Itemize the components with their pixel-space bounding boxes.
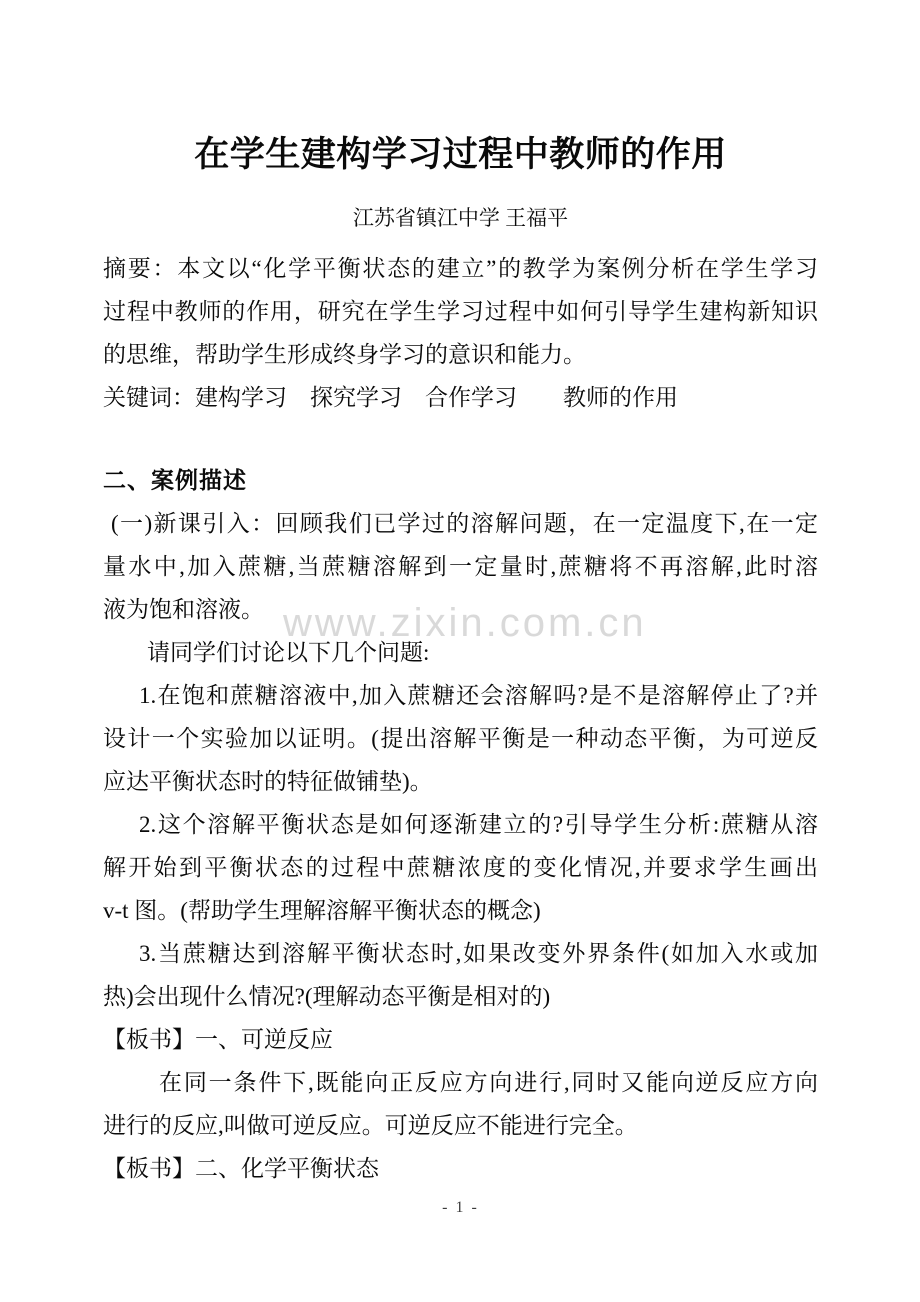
body-line: 液为饱和溶液。: [103, 597, 264, 622]
abstract-line: 摘要：本文以“化学平衡状态的建立”的教学为案例分析在学生学习: [103, 256, 818, 281]
body-line: 【板书】二、化学平衡状态: [103, 1156, 379, 1181]
body-line: 1.在饱和蔗糖溶液中,加入蔗糖还会溶解吗?是不是溶解停止了?并: [139, 683, 818, 708]
body-line: 3.当蔗糖达到溶解平衡状态时,如果改变外界条件(如加入水或加: [139, 941, 818, 966]
body-line: 设计一个实验加以证明。(提出溶解平衡是一种动态平衡，为可逆反: [103, 726, 818, 751]
body-line: 【板书】一、可逆反应: [103, 1027, 333, 1052]
body-line: 2.这个溶解平衡状态是如何逐渐建立的?引导学生分析:蔗糖从溶: [139, 812, 818, 837]
document-author: 江苏省镇江中学 王福平: [352, 206, 569, 230]
document-title: 在学生建构学习过程中教师的作用: [194, 135, 727, 174]
body-line: 请同学们讨论以下几个问题:: [147, 640, 430, 665]
watermark: www.zixin.com.cn: [283, 601, 647, 645]
body-line: 热)会出现什么情况?(理解动态平衡是相对的): [103, 984, 551, 1009]
body-line: 解开始到平衡状态的过程中蔗糖浓度的变化情况,并要求学生画出: [103, 855, 818, 880]
keywords-line: 关键词：建构学习 探究学习 合作学习 教师的作用: [103, 385, 678, 410]
body-line: 应达平衡状态时的特征做铺垫)。: [103, 769, 433, 794]
body-line: (一)新课引入：回顾我们已学过的溶解问题，在一定温度下,在一定: [111, 511, 818, 536]
body-line: 进行的反应,叫做可逆反应。可逆反应不能进行完全。: [103, 1113, 638, 1138]
body-text-block: [103, 502, 818, 1190]
abstract-line: 的思维，帮助学生形成终身学习的意识和能力。: [103, 342, 586, 367]
abstract-line: 过程中教师的作用，研究在学生学习过程中如何引导学生建构新知识: [103, 299, 818, 324]
page-number: - 1 -: [442, 1199, 479, 1216]
abstract-block: [103, 247, 818, 419]
section-heading: 二、案例描述: [103, 468, 247, 493]
body-line: 量水中,加入蔗糖,当蔗糖溶解到一定量时,蔗糖将不再溶解,此时溶: [103, 554, 818, 579]
body-line: v-t 图。(帮助学生理解溶解平衡状态的概念): [103, 898, 541, 923]
document-content: [0, 130, 920, 1220]
body-line: 在同一条件下,既能向正反应方向进行,同时又能向逆反应方向: [159, 1070, 818, 1095]
